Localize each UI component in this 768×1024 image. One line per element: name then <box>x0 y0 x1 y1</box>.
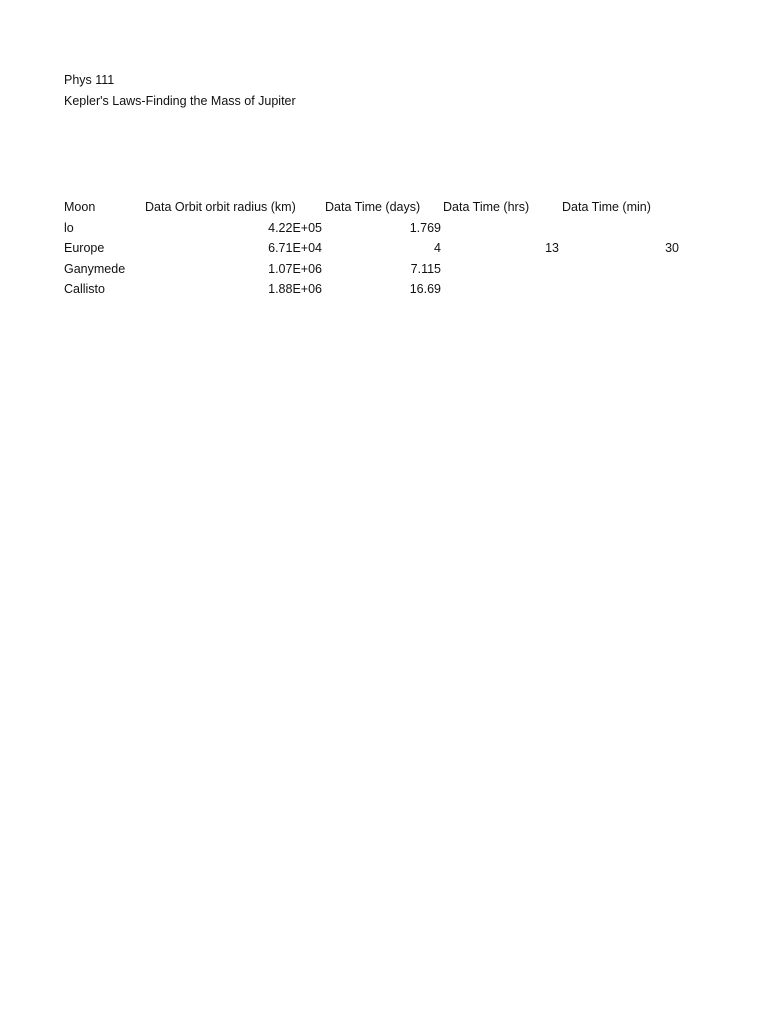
orbit-radius-cell: 4.22E+05 <box>268 220 322 235</box>
moon-name-cell: Callisto <box>64 282 105 296</box>
column-header-time-hrs: Data Time (hrs) <box>443 200 530 214</box>
orbit-radius-cell: 1.88E+06 <box>268 282 322 296</box>
time-min-cell: 30 <box>665 241 679 255</box>
time-days-cell: 7.115 <box>410 261 441 276</box>
column-header-orbit-radius: Data Orbit orbit radius (km) <box>145 200 296 214</box>
orbit-radius-cell: 6.71E+04 <box>268 241 322 255</box>
moon-name-cell: Ganymede <box>64 261 126 276</box>
time-days-cell: 1.769 <box>409 220 441 235</box>
time-days-cell: 4 <box>434 241 441 255</box>
time-hrs-cell: 13 <box>545 241 559 255</box>
moon-name-cell: lo <box>64 220 74 235</box>
time-days-cell: 16.69 <box>409 282 441 296</box>
column-header-time-min: Data Time (min) <box>562 200 651 214</box>
moon-name-cell: Europe <box>64 241 105 255</box>
orbit-radius-cell: 1.07E+06 <box>268 261 322 276</box>
course-label: Phys 111 <box>64 73 115 87</box>
column-header-time-days: Data Time (days) <box>325 200 421 214</box>
column-header-moon: Moon <box>64 200 96 214</box>
page-title: Kepler's Laws-Finding the Mass of Jupiter <box>64 94 296 108</box>
